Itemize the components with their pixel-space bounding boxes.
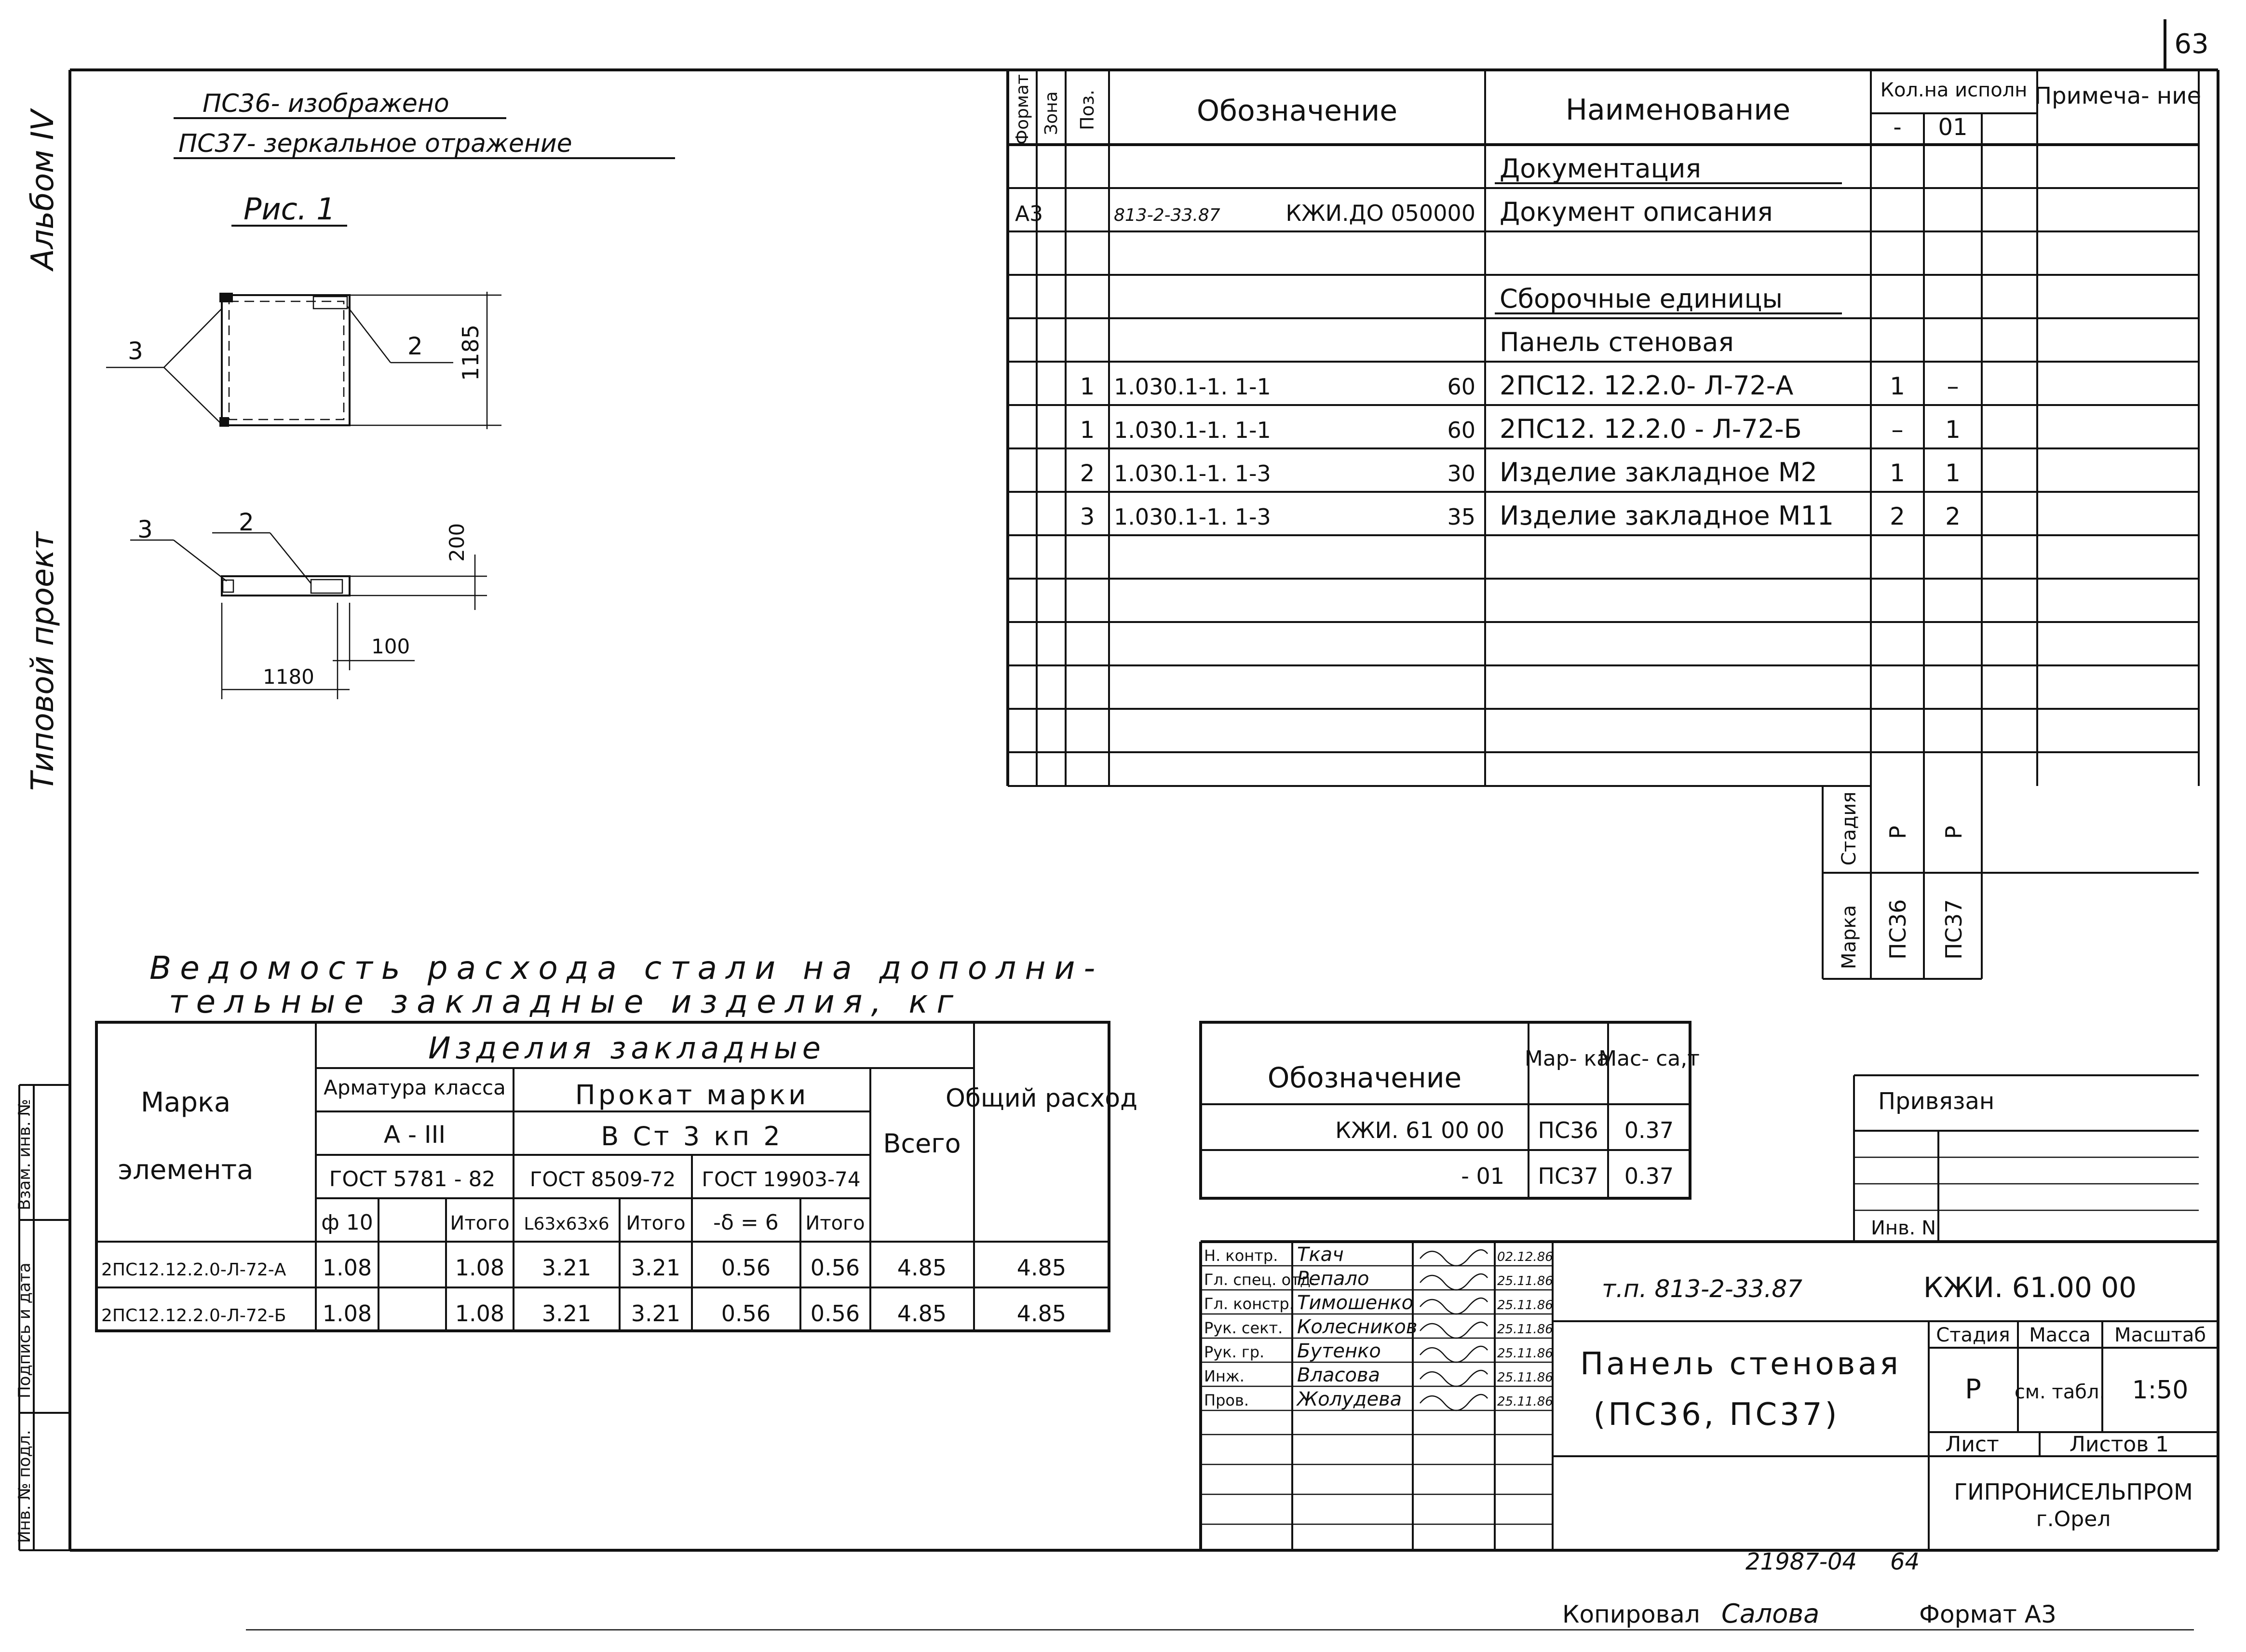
steel-cell-general: 4.85 [1016, 1300, 1067, 1327]
steel-h-general: Общий расход [945, 1084, 1138, 1113]
footer-format: Формат А3 [1919, 1600, 2057, 1628]
footer-number: 21987-04 [1745, 1548, 1857, 1575]
panel-plan [106, 292, 501, 429]
steel-h-all: Всего [883, 1128, 961, 1159]
tb-role: Рук. гр. [1204, 1343, 1265, 1361]
spec-h-qty-a: - [1893, 114, 1902, 141]
tb-date: 25.11.86 [1497, 1274, 1553, 1288]
steel-cell-all: 4.85 [897, 1300, 947, 1327]
spec-name: Документация [1500, 153, 1701, 184]
stamp-inv: Взам. инв. № [15, 1099, 34, 1210]
tb-role: Гл. констр. [1204, 1295, 1294, 1313]
footer-page: 64 [1890, 1548, 1920, 1575]
tb-h-stage: Стадия [1936, 1324, 2010, 1346]
tb-city: г.Орел [2036, 1507, 2111, 1531]
note-line1: ПС36- изображено [203, 89, 449, 118]
spec-h-note: Примеча- ние [2034, 82, 2201, 109]
steel-rows [101, 1255, 1066, 1327]
tb-name: Жолудева [1297, 1388, 1402, 1410]
stage-value-b: Р [1941, 826, 1967, 839]
tb-role: Н. контр. [1204, 1246, 1278, 1265]
steel-cell-d10: 1.08 [322, 1300, 372, 1327]
spec-code-tail: 30 [1447, 460, 1475, 487]
tb-mass: см. табл. [2014, 1381, 2106, 1403]
steel-cell-thk: 0.56 [721, 1255, 771, 1281]
tb-sheet: Лист [1945, 1432, 1999, 1457]
spec-qty-b: 1 [1945, 459, 1961, 487]
steel-h-d10: ф 10 [321, 1210, 373, 1235]
spec-name: Панель стеновая [1500, 327, 1734, 357]
tb-h-scale: Масштаб [2114, 1324, 2206, 1346]
tb-scale: 1:50 [2132, 1376, 2189, 1405]
spec-format: А3 [1015, 202, 1043, 226]
steel-h-element: элемента [118, 1154, 254, 1186]
spec-code: 813-2-33.87 [1114, 205, 1220, 225]
page-number: 63 [2174, 28, 2209, 60]
mark-label: Марка [1838, 905, 1860, 969]
spec-pos: 2 [1080, 460, 1095, 487]
tb-role: Гл. спец. отд. [1204, 1271, 1316, 1289]
spec-code: 1.030.1-1. 1-3 [1114, 460, 1271, 487]
steel-h-total3: Итого [805, 1212, 865, 1234]
spec-name: Документ описания [1500, 197, 1773, 227]
mass-h-designation: Обозначение [1267, 1061, 1462, 1094]
spec-h-pos: Поз. [1077, 89, 1098, 130]
signature-mark [1420, 1346, 1488, 1362]
figure-label: Рис. 1 [244, 191, 336, 227]
tb-role: Пров. [1204, 1391, 1249, 1409]
spec-code-tail: 60 [1447, 374, 1475, 400]
tb-project-ref: т.п. 813-2-33.87 [1602, 1275, 1802, 1303]
steel-cell-angle: 3.21 [541, 1300, 592, 1327]
spec-qty-a: – [1891, 416, 1904, 444]
steel-h-items: Изделия закладные [428, 1030, 825, 1066]
tb-date: 25.11.86 [1497, 1370, 1553, 1385]
steel-h-gost1: ГОСТ 5781 - 82 [329, 1167, 496, 1192]
spec-code: 1.030.1-1. 1-1 [1114, 374, 1271, 400]
spec-code: 1.030.1-1. 1-3 [1114, 504, 1271, 530]
steel-cell-all: 4.85 [897, 1255, 947, 1281]
steel-cell-thk: 0.56 [721, 1300, 771, 1327]
spec-name: Изделие закладное М11 [1500, 501, 1834, 531]
steel-cell-t1: 1.08 [455, 1255, 505, 1281]
spec-qty-a: 1 [1890, 372, 1905, 400]
tb-title-2: (ПС36, ПС37) [1593, 1397, 1840, 1433]
steel-cell-t1: 1.08 [455, 1300, 505, 1327]
tb-date: 02.12.86 [1497, 1250, 1553, 1264]
tb-h-mass: Масса [2029, 1324, 2091, 1346]
mass-value: 0.37 [1624, 1117, 1674, 1143]
tb-role: Инж. [1204, 1367, 1245, 1385]
steel-cell-d10: 1.08 [322, 1255, 372, 1281]
stage-mark-grid [1823, 786, 2199, 979]
spec-rows [1008, 153, 2199, 752]
spec-pos: 1 [1080, 417, 1095, 444]
title-block-signers [1201, 1244, 1553, 1524]
spec-code: 1.030.1-1. 1-1 [1114, 417, 1271, 443]
signature-mark [1420, 1274, 1488, 1290]
steel-cell-mark: 2ПС12.12.2.0-Л-72-Б [101, 1306, 286, 1326]
spec-qty-b: 1 [1945, 416, 1961, 444]
signature-mark [1420, 1370, 1488, 1386]
steel-h-mark: Марка [140, 1087, 231, 1118]
steel-h-total1: Итого [450, 1212, 510, 1234]
mark-value-a: ПС36 [1885, 899, 1911, 960]
tb-doc-code: КЖИ. 61.00 00 [1923, 1271, 2137, 1304]
tb-org: ГИПРОНИСЕЛЬПРОМ [1954, 1479, 2193, 1505]
steel-cell-t2: 3.21 [631, 1300, 681, 1327]
mass-designation: КЖИ. 61 00 00 [1335, 1117, 1504, 1143]
tb-date: 25.11.86 [1497, 1346, 1553, 1361]
tb-date: 25.11.86 [1497, 1298, 1553, 1313]
tb-sheets: Листов 1 [2069, 1432, 2169, 1457]
spec-name: 2ПС12. 12.2.0 - Л-72-Б [1500, 414, 1802, 444]
steel-h-rebar: Арматура класса [324, 1076, 506, 1099]
mass-h-mark: Мар- ка [1524, 1046, 1610, 1071]
mass-rows [1335, 1117, 1674, 1189]
mark-value-b: ПС37 [1941, 899, 1967, 960]
steel-h-angle: L63x63x6 [524, 1214, 609, 1234]
spec-name: Изделие закладное М2 [1500, 457, 1817, 487]
stage-label: Стадия [1838, 791, 1860, 866]
spec-qty-a: 1 [1890, 459, 1905, 487]
sheet-frame [70, 19, 2218, 1630]
signature-mark [1420, 1298, 1488, 1314]
tb-name: Власова [1297, 1364, 1380, 1386]
tb-name: Тимошенко [1297, 1292, 1414, 1314]
footer-copier: Салова [1721, 1598, 1820, 1629]
mass-designation: - 01 [1461, 1163, 1504, 1189]
tb-name: Ткач [1297, 1244, 1344, 1266]
steel-h-total2: Итого [626, 1212, 686, 1234]
attached-label: Привязан [1878, 1088, 1995, 1115]
tb-date: 25.11.86 [1497, 1322, 1553, 1337]
spec-code-tail: 60 [1447, 417, 1475, 443]
spec-qty-a: 2 [1890, 502, 1905, 530]
note-line2: ПС37- зеркальное отражение [178, 129, 572, 158]
steel-h-rebar-class: А - III [383, 1121, 446, 1149]
spec-name: Сборочные единицы [1500, 284, 1783, 314]
signature-mark [1420, 1250, 1488, 1266]
steel-cell-t3: 0.56 [810, 1300, 860, 1327]
steel-cell-general: 4.85 [1016, 1255, 1067, 1281]
steel-title-1: Ведомость расхода стали на дополни- [149, 949, 1104, 987]
tb-stage: Р [1965, 1374, 1981, 1405]
tb-name: Колесников [1297, 1316, 1418, 1338]
plan-callout-3: 3 [128, 337, 143, 365]
tb-role: Рук. сект. [1204, 1319, 1283, 1337]
steel-cell-t2: 3.21 [631, 1255, 681, 1281]
spec-h-qty: Кол.на исполн [1880, 79, 2028, 101]
tb-name: Репало [1297, 1268, 1369, 1290]
spec-h-designation: Обозначение [1196, 94, 1398, 128]
section-dim-1180: 1180 [263, 665, 314, 689]
spec-code-tail: 35 [1447, 504, 1475, 530]
steel-cell-angle: 3.21 [541, 1255, 592, 1281]
tb-date: 25.11.86 [1497, 1395, 1553, 1409]
footer-copied: Копировал [1562, 1600, 1700, 1628]
steel-title-2: тельные закладные изделия, кг [169, 983, 962, 1020]
spec-h-qty-b: 01 [1938, 114, 1968, 141]
stage-value-a: Р [1885, 826, 1911, 839]
stamp-orig: Инв. № подл. [15, 1430, 34, 1543]
stamp-sign: Подпись и дата [15, 1262, 34, 1398]
attached-inv: Инв. N [1871, 1217, 1936, 1239]
section-callout-3: 3 [137, 515, 153, 543]
spec-code-tail: КЖИ.ДО 050000 [1285, 200, 1475, 226]
section-dim-100: 100 [371, 635, 410, 658]
side-stamp [15, 1085, 70, 1550]
tb-title-1: Панель стеновая [1580, 1346, 1901, 1382]
tb-name: Бутенко [1297, 1340, 1381, 1362]
spec-pos: 3 [1080, 503, 1095, 530]
signature-mark [1420, 1395, 1488, 1410]
steel-h-thk: -δ = 6 [713, 1210, 779, 1235]
spec-pos: 1 [1080, 373, 1095, 400]
spec-h-format: Формат [1013, 74, 1032, 145]
spec-h-zone: Зона [1042, 91, 1061, 135]
album-label: Альбом IV [25, 109, 61, 270]
mass-mark: ПС36 [1538, 1117, 1598, 1143]
spec-name: 2ПС12. 12.2.0- Л-72-А [1500, 370, 1794, 401]
plan-callout-2: 2 [407, 332, 423, 360]
steel-h-gost3: ГОСТ 19903-74 [702, 1167, 861, 1191]
signature-mark [1420, 1322, 1488, 1338]
steel-h-gost2: ГОСТ 8509-72 [529, 1167, 676, 1191]
spec-qty-b: – [1947, 372, 1959, 400]
mass-mark: ПС37 [1538, 1163, 1598, 1189]
section-callout-2: 2 [239, 508, 254, 536]
section-dim-200: 200 [445, 523, 469, 562]
mass-h-mass: Мас- са,т [1598, 1046, 1700, 1071]
spec-qty-b: 2 [1945, 502, 1961, 530]
steel-h-rolled-mark: В Ст 3 кп 2 [601, 1121, 783, 1151]
steel-h-rolled: Прокат марки [575, 1080, 809, 1111]
plan-dim-1185: 1185 [458, 324, 484, 381]
mass-value: 0.37 [1624, 1163, 1674, 1189]
project-label: Типовой проект [25, 531, 61, 791]
steel-cell-t3: 0.56 [810, 1255, 860, 1281]
spec-h-name: Наименование [1565, 93, 1791, 127]
steel-cell-mark: 2ПС12.12.2.0-Л-72-А [101, 1260, 286, 1280]
